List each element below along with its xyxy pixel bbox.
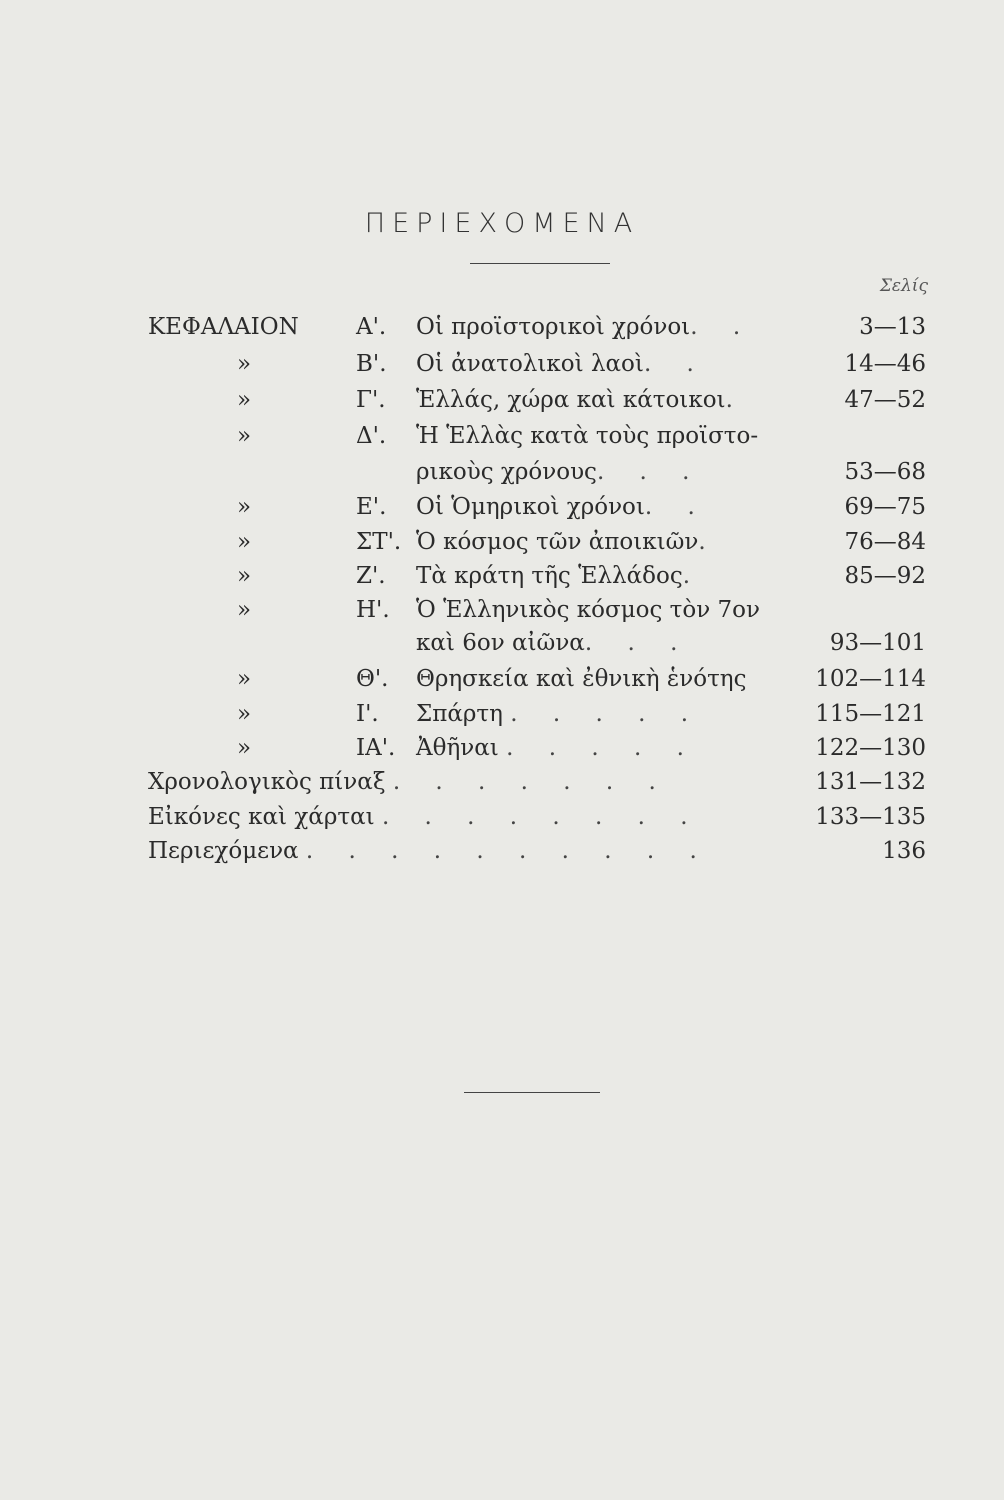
toc-back-entry	[0, 799, 1004, 835]
chapter-number: Α'.	[356, 314, 387, 340]
dot-leader: . . . . . . .	[392, 769, 670, 795]
dot-leader: .	[698, 529, 720, 555]
toc-entry-continuation	[0, 625, 1004, 661]
title-text: Ἑλλάς, χώρα καὶ κάτοικοι	[416, 387, 726, 413]
page-range: 53—68	[844, 459, 926, 485]
end-rule	[464, 1092, 600, 1093]
toc-entry	[0, 382, 1004, 418]
dot-leader: .	[725, 387, 747, 413]
chapter-label: ΚΕΦΑΛΑΙΟΝ	[148, 314, 299, 340]
dot-leader: . . .	[584, 630, 692, 656]
dot-leader: .	[682, 563, 705, 589]
toc-back-entry	[0, 833, 1004, 869]
title-text: ρικοὺς χρόνους	[416, 459, 597, 485]
dot-leader: . . . . .	[506, 735, 698, 761]
title-text: Ἀθῆναι	[416, 735, 499, 761]
chapter-number: Β'.	[356, 351, 387, 377]
title-text: Σπάρτη	[416, 701, 503, 727]
chapter-title: Ὁ Ἑλληνικὸς κόσμος τὸν 7ον	[416, 597, 761, 623]
title-text: Οἱ προϊστορικοὶ χρόνοι	[416, 314, 691, 340]
pages-column-header: Σελίς	[879, 276, 928, 296]
chapter-number: Δ'.	[356, 423, 387, 449]
ditto-mark: »	[237, 387, 252, 413]
ditto-mark: »	[237, 423, 252, 449]
chapter-number: ΣΤ'.	[356, 529, 402, 555]
dot-leader: . .	[690, 314, 755, 340]
title-text: Ὁ κόσμος τῶν ἀποικιῶν	[416, 529, 699, 555]
toc-entry	[0, 489, 1004, 525]
toc-entry-continuation	[0, 454, 1004, 490]
page-range: 102—114	[815, 666, 926, 692]
dot-leader: . . . . .	[510, 701, 703, 727]
title-text: Τὰ κράτη τῆς Ἑλλάδος	[416, 563, 683, 589]
back-matter-title	[148, 764, 670, 800]
back-matter-title	[148, 833, 711, 869]
toc-entry	[0, 309, 1004, 345]
title-text: Οἱ ἀνατολικοὶ λαοὶ	[416, 351, 644, 377]
ditto-mark: »	[237, 701, 252, 727]
ditto-mark: »	[237, 563, 252, 589]
chapter-title	[416, 489, 709, 525]
ditto-mark: »	[237, 666, 252, 692]
title-text: Εἰκόνες καὶ χάρται	[148, 804, 375, 830]
chapter-number: Θ'.	[356, 666, 389, 692]
ditto-mark: »	[237, 529, 252, 555]
toc-entry	[0, 696, 1004, 732]
toc-entry	[0, 524, 1004, 560]
toc-entry	[0, 346, 1004, 382]
ditto-mark: »	[237, 597, 252, 623]
chapter-title	[416, 309, 754, 345]
chapter-title	[416, 524, 720, 560]
page-range: 14—46	[844, 351, 926, 377]
chapter-number: Ε'.	[356, 494, 387, 520]
page-range: 133—135	[815, 804, 926, 830]
back-matter-title	[148, 799, 702, 835]
dot-leader: . .	[643, 351, 708, 377]
toc-entry	[0, 418, 1004, 454]
chapter-title: Ἡ Ἑλλὰς κατὰ τοὺς προϊστο-	[416, 423, 759, 449]
page-range: 76—84	[844, 529, 926, 555]
dot-leader: . .	[644, 494, 709, 520]
chapter-number: Η'.	[356, 597, 390, 623]
chapter-title	[416, 730, 698, 766]
page-range: 93—101	[829, 630, 926, 656]
chapter-title	[416, 696, 702, 732]
ditto-mark: »	[237, 494, 252, 520]
toc-entry	[0, 730, 1004, 766]
dot-leader: . . . . . . . .	[381, 804, 702, 830]
toc-entry	[0, 558, 1004, 594]
toc-entry	[0, 661, 1004, 697]
page-range: 122—130	[815, 735, 926, 761]
chapter-title	[416, 346, 708, 382]
toc-back-entry	[0, 764, 1004, 800]
chapter-number: Ζ'.	[356, 563, 386, 589]
ditto-mark: »	[237, 351, 252, 377]
chapter-title	[416, 558, 704, 594]
title-rule	[470, 263, 610, 264]
title-text: Περιεχόμενα	[148, 838, 299, 864]
dot-leader: . . .	[596, 459, 704, 485]
dot-leader: . . . . . . . . . .	[305, 838, 711, 864]
title-text: Χρονολογικὸς πίναξ	[148, 769, 386, 795]
page-range: 47—52	[844, 387, 926, 413]
chapter-title: Θρησκεία καὶ ἐθνικὴ ἑνότης	[416, 666, 747, 692]
chapter-number: Γ'.	[356, 387, 386, 413]
ditto-mark: »	[237, 735, 252, 761]
page-range: 136	[882, 838, 926, 864]
page-range: 85—92	[844, 563, 926, 589]
page-range: 131—132	[815, 769, 926, 795]
chapter-title	[416, 382, 747, 418]
page-range: 3—13	[859, 314, 926, 340]
page-title: ΠΕΡΙΕΧΟΜΕΝΑ	[364, 208, 640, 239]
title-text: καὶ 6ον αἰῶνα	[416, 630, 585, 656]
chapter-title	[416, 625, 691, 661]
page-range: 69—75	[844, 494, 926, 520]
title-text: Οἱ Ὁμηρικοὶ χρόνοι	[416, 494, 645, 520]
chapter-title	[416, 454, 704, 490]
page-range: 115—121	[815, 701, 926, 727]
chapter-number: Ι'.	[356, 701, 379, 727]
toc-entry	[0, 592, 1004, 628]
chapter-number: ΙΑ'.	[356, 735, 396, 761]
